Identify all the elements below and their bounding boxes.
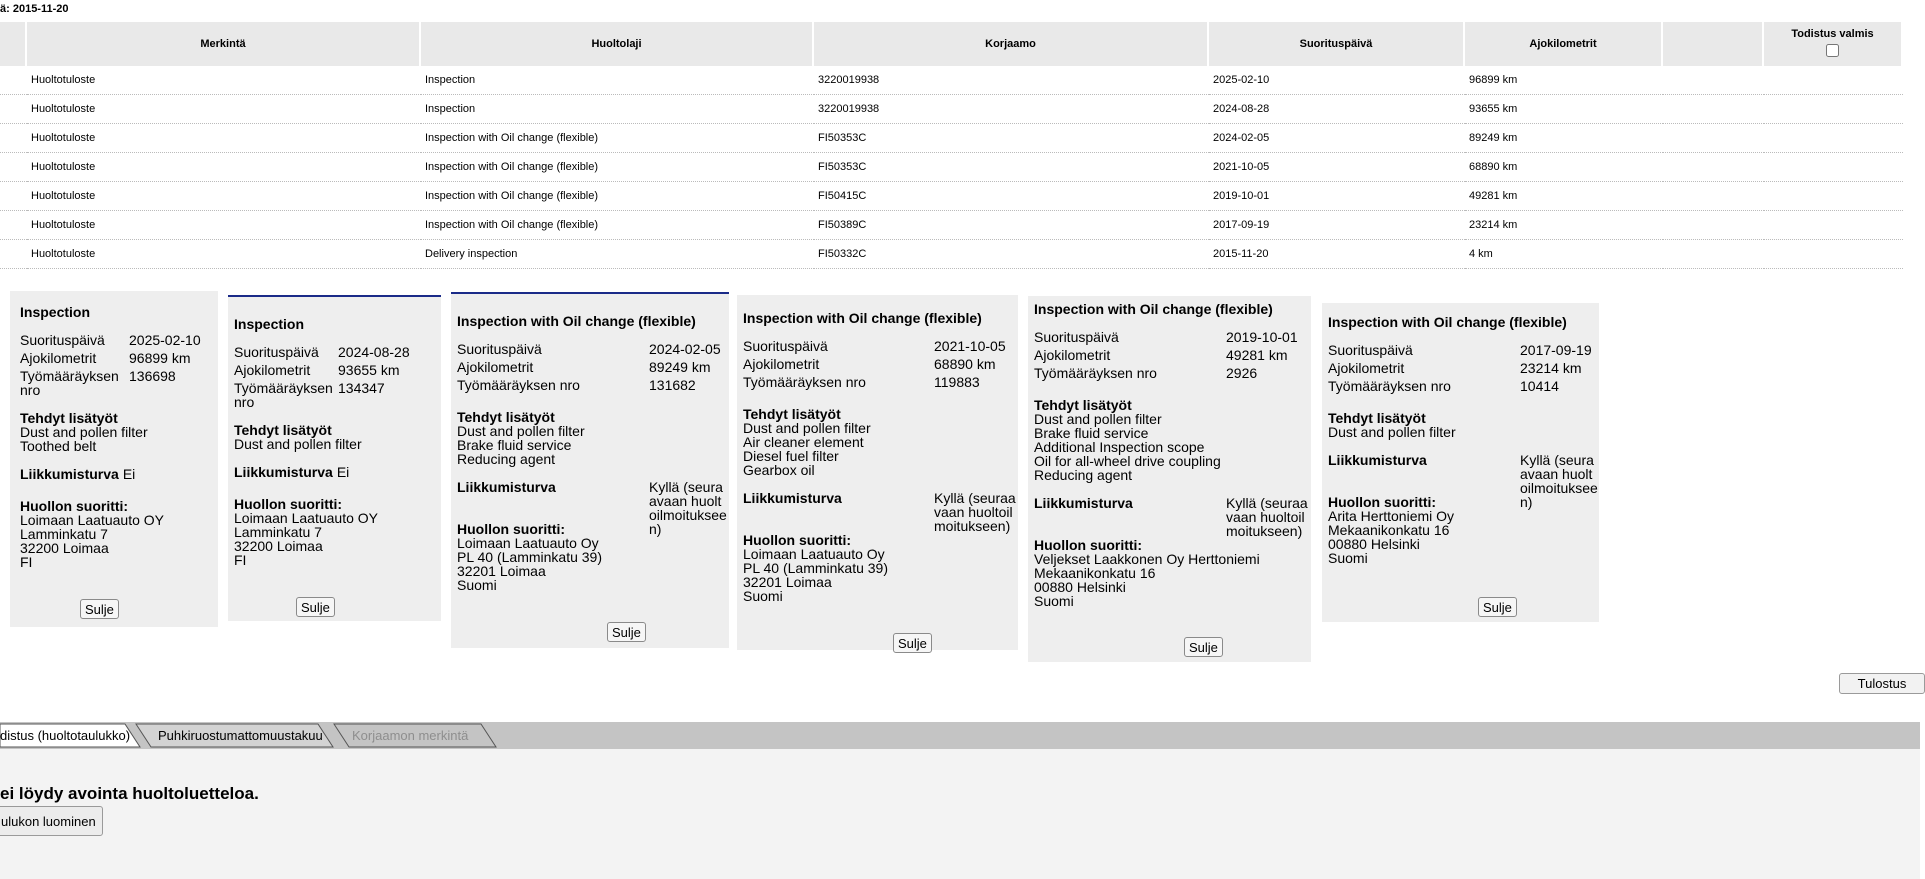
date-filter-label: ä: 2015-11-20 — [0, 3, 69, 15]
card-suorituspaiva-label: Suorituspäivä — [234, 344, 319, 360]
card-liikkumisturva-row — [1034, 495, 1311, 539]
tab-label: Korjaamon merkintä — [352, 728, 469, 743]
card-liikkumisturva-row — [743, 490, 1018, 534]
card-liikkumisturva-label: Liikkumisturva — [234, 464, 333, 480]
header-korjaamo[interactable]: Korjaamo — [814, 22, 1209, 66]
print-button[interactable]: Tulostus — [1839, 673, 1925, 694]
card-suorittaja-title: Huollon suoritti: — [20, 498, 129, 514]
table-row[interactable] — [0, 95, 1903, 124]
card-shop-line: Arita Herttoniemi Oy — [1328, 508, 1455, 524]
card-tyomaarays-row — [1328, 379, 1599, 397]
card-ajokilometrit-row — [20, 351, 218, 369]
cell-todistus — [1764, 124, 1903, 153]
card-suorittaja-title: Huollon suoritti: — [1034, 537, 1143, 553]
card-shop-line: 32200 Loimaa — [20, 540, 109, 556]
card-ajokilometrit-label: Ajokilometrit — [1034, 347, 1111, 363]
card-title: Inspection with Oil change (flexible) — [1034, 301, 1273, 317]
card-work-item: Dust and pollen filter — [1328, 424, 1456, 440]
cell-suorituspaiva[interactable]: 2024-08-28 — [1209, 95, 1465, 124]
cell-blank — [0, 95, 27, 124]
cell-suorituspaiva[interactable]: 2021-10-05 — [1209, 153, 1465, 182]
card-shop-line: FI — [234, 552, 247, 568]
card-work-item: Dust and pollen filter — [743, 420, 871, 436]
card-tyomaarays-value: 136698 — [129, 368, 176, 384]
cell-merkinta[interactable]: Huoltotuloste — [27, 240, 421, 269]
card-tyomaarays-row — [20, 369, 218, 397]
close-button[interactable]: Sulje — [607, 622, 646, 642]
cell-blank — [0, 182, 27, 211]
card-shop-line: Mekaanikonkatu 16 — [1034, 565, 1156, 581]
header-todistus — [1764, 22, 1903, 66]
cell-korjaamo[interactable]: FI50353C — [814, 153, 1209, 182]
service-detail-card — [10, 291, 218, 627]
card-tyomaarays-value: 131682 — [649, 377, 696, 393]
card-work-item: Air cleaner element — [743, 434, 864, 450]
card-work-item: Dust and pollen filter — [20, 424, 148, 440]
no-list-message: ei löydy avointa huoltoluetteloa. — [0, 784, 259, 803]
card-shop-line: PL 40 (Lamminkatu 39) — [457, 549, 602, 565]
cell-merkinta[interactable]: Huoltotuloste — [27, 153, 421, 182]
card-ajokilometrit-row — [743, 357, 1018, 375]
cell-todistus — [1764, 211, 1903, 240]
card-work-item: Reducing agent — [457, 451, 556, 467]
card-liikkumisturva-label: Liikkumisturva — [20, 466, 119, 482]
card-shop-line: PL 40 (Lamminkatu 39) — [743, 560, 888, 576]
tab-label: Puhkiruostumattomuustakuu — [158, 728, 323, 743]
card-work-item: Dust and pollen filter — [234, 436, 362, 452]
card-tyomaarays-label: Työmääräyksen nro — [1328, 378, 1451, 394]
card-tyomaarays-value: 2926 — [1226, 365, 1258, 381]
card-ajokilometrit-label: Ajokilometrit — [234, 362, 311, 378]
card-work-item: Toothed belt — [20, 438, 97, 454]
card-work-item: Brake fluid service — [457, 437, 572, 453]
cell-huoltolaji[interactable]: Inspection with Oil change (flexible) — [421, 182, 814, 211]
card-suorituspaiva-row — [743, 339, 1018, 357]
cell-huoltolaji[interactable]: Inspection — [421, 66, 814, 95]
cell-korjaamo[interactable]: 3220019938 — [814, 95, 1209, 124]
cell-korjaamo[interactable]: FI50389C — [814, 211, 1209, 240]
card-work-item: Dust and pollen filter — [457, 423, 585, 439]
card-work-item: Brake fluid service — [1034, 425, 1149, 441]
card-liikkumisturva-value: Kyllä (seuraavaan huoltoilmoitukseen) — [649, 479, 727, 537]
card-tehdyt-title: Tehdyt lisätyöt — [1034, 397, 1132, 413]
card-shop-line: 32201 Loimaa — [743, 574, 832, 590]
cell-blank-2 — [1663, 95, 1764, 124]
card-shop-line: 32200 Loimaa — [234, 538, 323, 554]
close-button[interactable]: Sulje — [893, 633, 932, 653]
cell-merkinta[interactable]: Huoltotuloste — [27, 124, 421, 153]
tab-label: distus (huoltotaulukko) — [0, 728, 131, 743]
tab-bar — [0, 722, 1920, 749]
header-ajokilometrit[interactable]: Ajokilometrit — [1465, 22, 1663, 66]
card-suorittaja-title: Huollon suoritti: — [1328, 494, 1437, 510]
card-tehdyt-title: Tehdyt lisätyöt — [457, 409, 555, 425]
cell-blank-2 — [1663, 153, 1764, 182]
service-detail-card — [1028, 296, 1311, 662]
cell-merkinta[interactable]: Huoltotuloste — [27, 211, 421, 240]
cell-blank-2 — [1663, 211, 1764, 240]
card-ajokilometrit-label: Ajokilometrit — [1328, 360, 1405, 376]
tab-huoltotaulukko[interactable] — [0, 724, 140, 747]
card-work-item: Diesel fuel filter — [743, 448, 839, 464]
cell-suorituspaiva[interactable]: 2015-11-20 — [1209, 240, 1465, 269]
card-ajokilometrit-label: Ajokilometrit — [457, 359, 534, 375]
cell-todistus — [1764, 240, 1903, 269]
card-tyomaarays-value: 119883 — [934, 374, 980, 390]
cell-ajokilometrit[interactable]: 68890 km — [1465, 153, 1663, 182]
tab-korjaamon-merkinta[interactable] — [334, 724, 496, 747]
card-tehdyt-title: Tehdyt lisätyöt — [234, 422, 332, 438]
card-liikkumisturva-label: Liikkumisturva — [1328, 452, 1427, 468]
card-suorituspaiva-value: 2021-10-05 — [934, 338, 1006, 354]
card-suorituspaiva-value: 2024-08-28 — [338, 344, 410, 360]
table-row[interactable] — [0, 240, 1903, 269]
cell-todistus — [1764, 66, 1903, 95]
card-work-item: Oil for all-wheel drive coupling — [1034, 453, 1221, 469]
card-suorituspaiva-row — [1328, 343, 1599, 361]
cell-ajokilometrit[interactable]: 93655 km — [1465, 95, 1663, 124]
card-tehdyt-title: Tehdyt lisätyöt — [743, 406, 841, 422]
header-merkinta[interactable]: Merkintä — [27, 22, 421, 66]
create-list-button[interactable]: ulukon luominen — [0, 806, 103, 836]
card-suorituspaiva-label: Suorituspäivä — [20, 332, 105, 348]
card-suorituspaiva-row — [234, 345, 441, 363]
cell-todistus — [1764, 95, 1903, 124]
header-todistus-label: Todistus valmis — [1791, 27, 1874, 40]
header-suorituspaiva[interactable]: Suorituspäivä — [1209, 22, 1465, 66]
cell-huoltolaji[interactable]: Inspection with Oil change (flexible) — [421, 211, 814, 240]
card-tehdyt-title: Tehdyt lisätyöt — [20, 410, 118, 426]
card-shop-line: Loimaan Laatuauto OY — [20, 512, 164, 528]
cell-blank — [0, 153, 27, 182]
card-suorituspaiva-value: 2019-10-01 — [1226, 329, 1298, 345]
card-shop-line: Loimaan Laatuauto Oy — [743, 546, 885, 562]
card-title: Inspection with Oil change (flexible) — [457, 313, 696, 329]
card-ajokilometrit-label: Ajokilometrit — [743, 356, 820, 372]
cell-blank — [0, 124, 27, 153]
card-title: Inspection with Oil change (flexible) — [1328, 314, 1567, 330]
card-tyomaarays-value: 134347 — [338, 380, 385, 396]
card-tyomaarays-label: Työmääräyksen nro — [457, 377, 580, 393]
card-ajokilometrit-value: 49281 km — [1226, 347, 1288, 363]
cell-suorituspaiva[interactable]: 2024-02-05 — [1209, 124, 1465, 153]
cell-huoltolaji[interactable]: Inspection — [421, 95, 814, 124]
card-shop-line: Lamminkatu 7 — [234, 524, 322, 540]
card-liikkumisturva-label: Liikkumisturva — [743, 490, 842, 506]
cell-blank-2 — [1663, 240, 1764, 269]
cell-merkinta[interactable]: Huoltotuloste — [27, 95, 421, 124]
cell-huoltolaji[interactable]: Inspection with Oil change (flexible) — [421, 153, 814, 182]
service-detail-card — [451, 292, 729, 648]
card-tyomaarays-label: Työmääräyksen nro — [234, 380, 333, 410]
card-shop-line: Mekaanikonkatu 16 — [1328, 522, 1450, 538]
card-shop-line: Suomi — [743, 588, 783, 604]
cell-merkinta[interactable]: Huoltotuloste — [27, 182, 421, 211]
cell-korjaamo[interactable]: FI50332C — [814, 240, 1209, 269]
card-tyomaarays-row — [234, 381, 441, 409]
card-suorituspaiva-value: 2017-09-19 — [1520, 342, 1592, 358]
card-liikkumisturva-label: Liikkumisturva — [1034, 495, 1133, 511]
cell-ajokilometrit[interactable]: 89249 km — [1465, 124, 1663, 153]
card-liikkumisturva-label: Liikkumisturva — [457, 479, 556, 495]
card-suorituspaiva-row — [1034, 330, 1311, 348]
card-shop-line: Loimaan Laatuauto OY — [234, 510, 378, 526]
header-huoltolaji[interactable]: Huoltolaji — [421, 22, 814, 66]
card-liikkumisturva-row — [20, 467, 218, 485]
card-suorituspaiva-label: Suorituspäivä — [1034, 329, 1119, 345]
cell-korjaamo[interactable]: FI50353C — [814, 124, 1209, 153]
card-liikkumisturva-row — [234, 465, 441, 483]
card-shop-line: 00880 Helsinki — [1034, 579, 1126, 595]
card-title: Inspection — [234, 316, 305, 332]
card-tyomaarays-label: Työmääräyksen nro — [1034, 365, 1157, 381]
table-row[interactable] — [0, 153, 1903, 182]
card-work-item: Additional Inspection scope — [1034, 439, 1205, 455]
card-work-item: Dust and pollen filter — [1034, 411, 1162, 427]
card-suorittaja-title: Huollon suoritti: — [457, 521, 566, 537]
cell-blank — [0, 66, 27, 95]
table-row[interactable] — [0, 124, 1903, 153]
cell-ajokilometrit[interactable]: 96899 km — [1465, 66, 1663, 95]
cell-blank — [0, 211, 27, 240]
card-shop-line: Suomi — [457, 577, 497, 593]
card-shop-line: 32201 Loimaa — [457, 563, 546, 579]
card-ajokilometrit-value: 96899 km — [129, 350, 191, 366]
card-ajokilometrit-row — [1328, 361, 1599, 379]
card-tyomaarays-row — [743, 375, 1018, 393]
cell-todistus — [1764, 153, 1903, 182]
card-suorituspaiva-label: Suorituspäivä — [457, 341, 542, 357]
cell-blank — [0, 240, 27, 269]
card-tehdyt-title: Tehdyt lisätyöt — [1328, 410, 1426, 426]
cell-huoltolaji[interactable]: Delivery inspection — [421, 240, 814, 269]
cell-huoltolaji[interactable]: Inspection with Oil change (flexible) — [421, 124, 814, 153]
card-shop-line: Loimaan Laatuauto Oy — [457, 535, 599, 551]
table-header-row — [0, 22, 1903, 66]
cell-suorituspaiva[interactable]: 2025-02-10 — [1209, 66, 1465, 95]
select-all-checkbox[interactable] — [1826, 44, 1839, 57]
cell-ajokilometrit[interactable]: 23214 km — [1465, 211, 1663, 240]
card-shop-line: Lamminkatu 7 — [20, 526, 108, 542]
card-shop-line: Suomi — [1328, 550, 1368, 566]
card-ajokilometrit-value: 23214 km — [1520, 360, 1582, 376]
cell-ajokilometrit[interactable]: 4 km — [1465, 240, 1663, 269]
cell-suorituspaiva[interactable]: 2019-10-01 — [1209, 182, 1465, 211]
card-tyomaarays-row — [1034, 366, 1311, 384]
card-liikkumisturva-value: Ei — [122, 466, 136, 482]
card-tyomaarays-value: 10414 — [1520, 378, 1559, 394]
card-suorittaja-title: Huollon suoritti: — [743, 532, 852, 548]
card-suorituspaiva-value: 2025-02-10 — [129, 332, 201, 348]
card-ajokilometrit-label: Ajokilometrit — [20, 350, 97, 366]
card-liikkumisturva-value: Ei — [336, 464, 350, 480]
card-suorituspaiva-value: 2024-02-05 — [649, 341, 721, 357]
card-ajokilometrit-value: 68890 km — [934, 356, 996, 372]
cell-todistus — [1764, 182, 1903, 211]
service-detail-card — [737, 295, 1018, 650]
card-shop-line: Suomi — [1034, 593, 1074, 609]
cell-ajokilometrit[interactable]: 49281 km — [1465, 182, 1663, 211]
card-tyomaarays-label: Työmääräyksen nro — [20, 368, 119, 398]
card-liikkumisturva-value: Kyllä (seuraavaan huoltoilmoitukseen) — [934, 490, 1016, 534]
cell-blank-2 — [1663, 124, 1764, 153]
card-tyomaarays-label: Työmääräyksen nro — [743, 374, 866, 390]
close-button[interactable]: Sulje — [1478, 597, 1517, 617]
card-ajokilometrit-row — [457, 360, 729, 378]
card-liikkumisturva-value: Kyllä (seuraavaan huoltoilmoitukseen) — [1520, 452, 1598, 510]
card-suorituspaiva-label: Suorituspäivä — [743, 338, 828, 354]
card-ajokilometrit-value: 89249 km — [649, 359, 711, 375]
close-button[interactable]: Sulje — [296, 597, 335, 617]
cell-blank-2 — [1663, 66, 1764, 95]
card-ajokilometrit-row — [234, 363, 441, 381]
service-table — [0, 22, 1903, 269]
card-ajokilometrit-row — [1034, 348, 1311, 366]
card-work-item: Reducing agent — [1034, 467, 1133, 483]
card-shop-line: 00880 Helsinki — [1328, 536, 1420, 552]
tab-content — [0, 749, 1920, 879]
service-detail-card — [228, 295, 441, 621]
card-title: Inspection — [20, 304, 91, 320]
card-suorituspaiva-label: Suorituspäivä — [1328, 342, 1413, 358]
card-shop-line: Veljekset Laakkonen Oy Herttoniemi — [1034, 551, 1260, 567]
card-liikkumisturva-value: Kyllä (seuraavaan huoltoilmoitukseen) — [1226, 495, 1308, 539]
cell-suorituspaiva[interactable]: 2017-09-19 — [1209, 211, 1465, 240]
card-suorituspaiva-row — [20, 333, 218, 351]
close-button[interactable]: Sulje — [80, 599, 119, 619]
card-work-item: Gearbox oil — [743, 462, 815, 478]
card-suorituspaiva-row — [457, 342, 729, 360]
cell-korjaamo[interactable]: FI50415C — [814, 182, 1209, 211]
close-button[interactable]: Sulje — [1184, 637, 1223, 657]
table-row[interactable] — [0, 66, 1903, 95]
card-shop-line: FI — [20, 554, 33, 570]
table-row[interactable] — [0, 182, 1903, 211]
cell-korjaamo[interactable]: 3220019938 — [814, 66, 1209, 95]
card-tyomaarays-row — [457, 378, 729, 396]
cell-blank-2 — [1663, 182, 1764, 211]
cell-merkinta[interactable]: Huoltotuloste — [27, 66, 421, 95]
tab-puhkiruostumattomuustakuu[interactable] — [140, 724, 337, 747]
header-blank — [0, 22, 27, 66]
table-row[interactable] — [0, 211, 1903, 240]
card-ajokilometrit-value: 93655 km — [338, 362, 400, 378]
service-detail-card — [1322, 303, 1599, 622]
card-title: Inspection with Oil change (flexible) — [743, 310, 982, 326]
card-suorittaja-title: Huollon suoritti: — [234, 496, 343, 512]
header-blank-2 — [1663, 22, 1764, 66]
